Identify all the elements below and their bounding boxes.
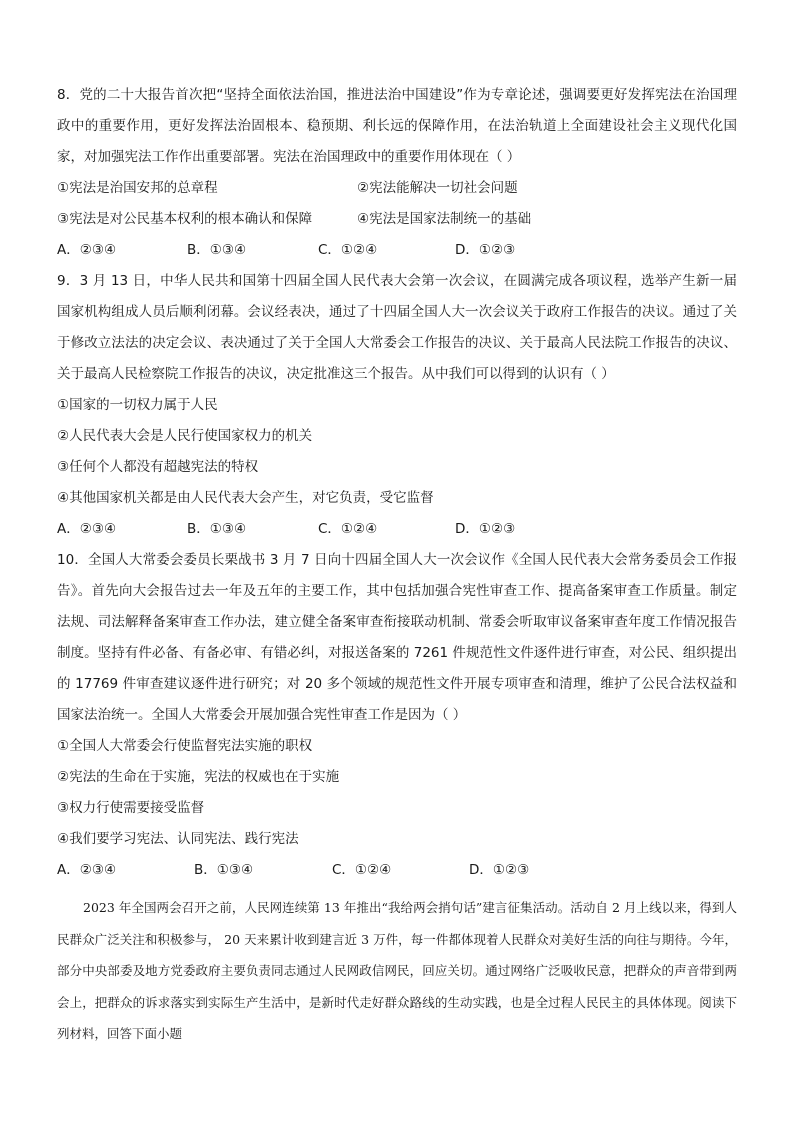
statement-3: ③权力行使需要接受监督 xyxy=(57,800,205,816)
question-8 xyxy=(57,80,737,266)
choice-c[interactable]: C．①②④ xyxy=(318,242,378,258)
choice-c[interactable]: C．①②④ xyxy=(332,862,392,878)
question-10-choices xyxy=(57,855,737,886)
choice-b[interactable]: B．①③④ xyxy=(194,862,254,878)
reading-passage: 2023 年全国两会召开之前，人民网连续第 13 年推出“我给两会捎句话”建言征集活动。活动自 2 月上线以来，得到人民群众广泛关注和积极参与， 20 天来累计收到建言近 3 万件，每一件都体现着人民群众对美好生活的向往与期待。今年，部分中央部委及地方党委政府主要负责同志通过人民网政信网民，回应关切。通过网络广泛吸收民意，把群众的声音带到两会上，把群众的诉求落实到实际生产生活中，是新时代走好群众路线的生动实践，也是全过程人民民主的具体体现。阅读下列材料，回答下面小题 xyxy=(57,900,737,1041)
question-9-stem: 9．3 月 13 日，中华人民共和国第十四届全国人民代表大会第一次会议，在圆满完成各项议程，选举产生新一届国家机构组成人员后顺利闭幕。会议经表决，通过了十四届全国人大一次会议关于政府工作报告的决议。通过了关于修改立法法的决定会议、表决通过了关于全国人大常委会工作报告的决议、关于最高人民法院工作报告的决议、关于最高人民检察院工作报告的决议，决定批准这三个报告。从中我们可以得到的认识有（ ） xyxy=(57,273,737,382)
question-8-choices xyxy=(57,235,737,266)
statement-1: ①宪法是治国安邦的总章程 xyxy=(57,180,218,196)
statement-1: ①全国人大常委会行使监督宪法实施的职权 xyxy=(57,738,313,754)
choice-c[interactable]: C．①②④ xyxy=(318,521,378,537)
choice-a[interactable]: A．②③④ xyxy=(57,242,117,258)
statement-3: ③任何个人都没有超越宪法的特权 xyxy=(57,459,259,475)
statement-3: ③宪法是对公民基本权利的根本确认和保障 xyxy=(57,211,313,227)
choice-d[interactable]: D．①②③ xyxy=(469,862,530,878)
choice-d[interactable]: D．①②③ xyxy=(455,521,516,537)
question-9 xyxy=(57,266,737,545)
statement-4: ④我们要学习宪法、认同宪法、践行宪法 xyxy=(57,831,299,847)
statement-2: ②人民代表大会是人民行使国家权力的机关 xyxy=(57,428,313,444)
question-9-choices xyxy=(57,514,737,545)
statement-1: ①国家的一切权力属于人民 xyxy=(57,397,218,413)
exam-page xyxy=(57,80,737,1062)
question-10-stem: 10．全国人大常委会委员长栗战书 3 月 7 日向十四届全国人大一次会议作《全国人民代表大会常务委员会工作报告》。首先向大会报告过去一年及五年的主要工作，其中包括加强合宪性审查工作、提高备案审查工作质量。制定法规、司法解释备案审查工作办法，建立健全备案审查衔接联动机制、常委会听取审议备案审查年度工作情况报告制度。坚持有件必备、有备必审、有错必纠，对报送备案的 7261 件规范性文件逐件进行审查，对公民、组织提出的 17769 件审查建议逐件进行研究；对 20 多个领域的规范性文件开展专项审查和清理，维护了公民合法权益和国家法治统一。全国人大常委会开展加强合宪性审查工作是因为（ ） xyxy=(57,552,737,723)
choice-b[interactable]: B．①③④ xyxy=(187,242,247,258)
choice-a[interactable]: A．②③④ xyxy=(57,521,117,537)
question-8-stem: 8．党的二十大报告首次把“坚持全面依法治国，推进法治中国建设”作为专章论述，强调要更好发挥宪法在治国理政中的重要作用，更好发挥法治固根本、稳预期、利长远的保障作用，在法治轨道上全面建设社会主义现代化国家，对加强宪法工作作出重要部署。宪法在治国理政中的重要作用体现在（ ） xyxy=(57,87,737,165)
question-10 xyxy=(57,545,737,886)
question-8-statements-row-1 xyxy=(57,173,737,204)
statement-4: ④其他国家机关都是由人民代表大会产生，对它负责，受它监督 xyxy=(57,490,434,506)
choice-b[interactable]: B．①③④ xyxy=(187,521,247,537)
choice-a[interactable]: A．②③④ xyxy=(57,862,117,878)
question-8-statements-row-2 xyxy=(57,204,737,235)
statement-2: ②宪法的生命在于实施，宪法的权威也在于实施 xyxy=(57,769,340,785)
statement-4: ④宪法是国家法制统一的基础 xyxy=(357,211,532,227)
statement-2: ②宪法能解决一切社会问题 xyxy=(357,180,518,196)
choice-d[interactable]: D．①②③ xyxy=(455,242,516,258)
